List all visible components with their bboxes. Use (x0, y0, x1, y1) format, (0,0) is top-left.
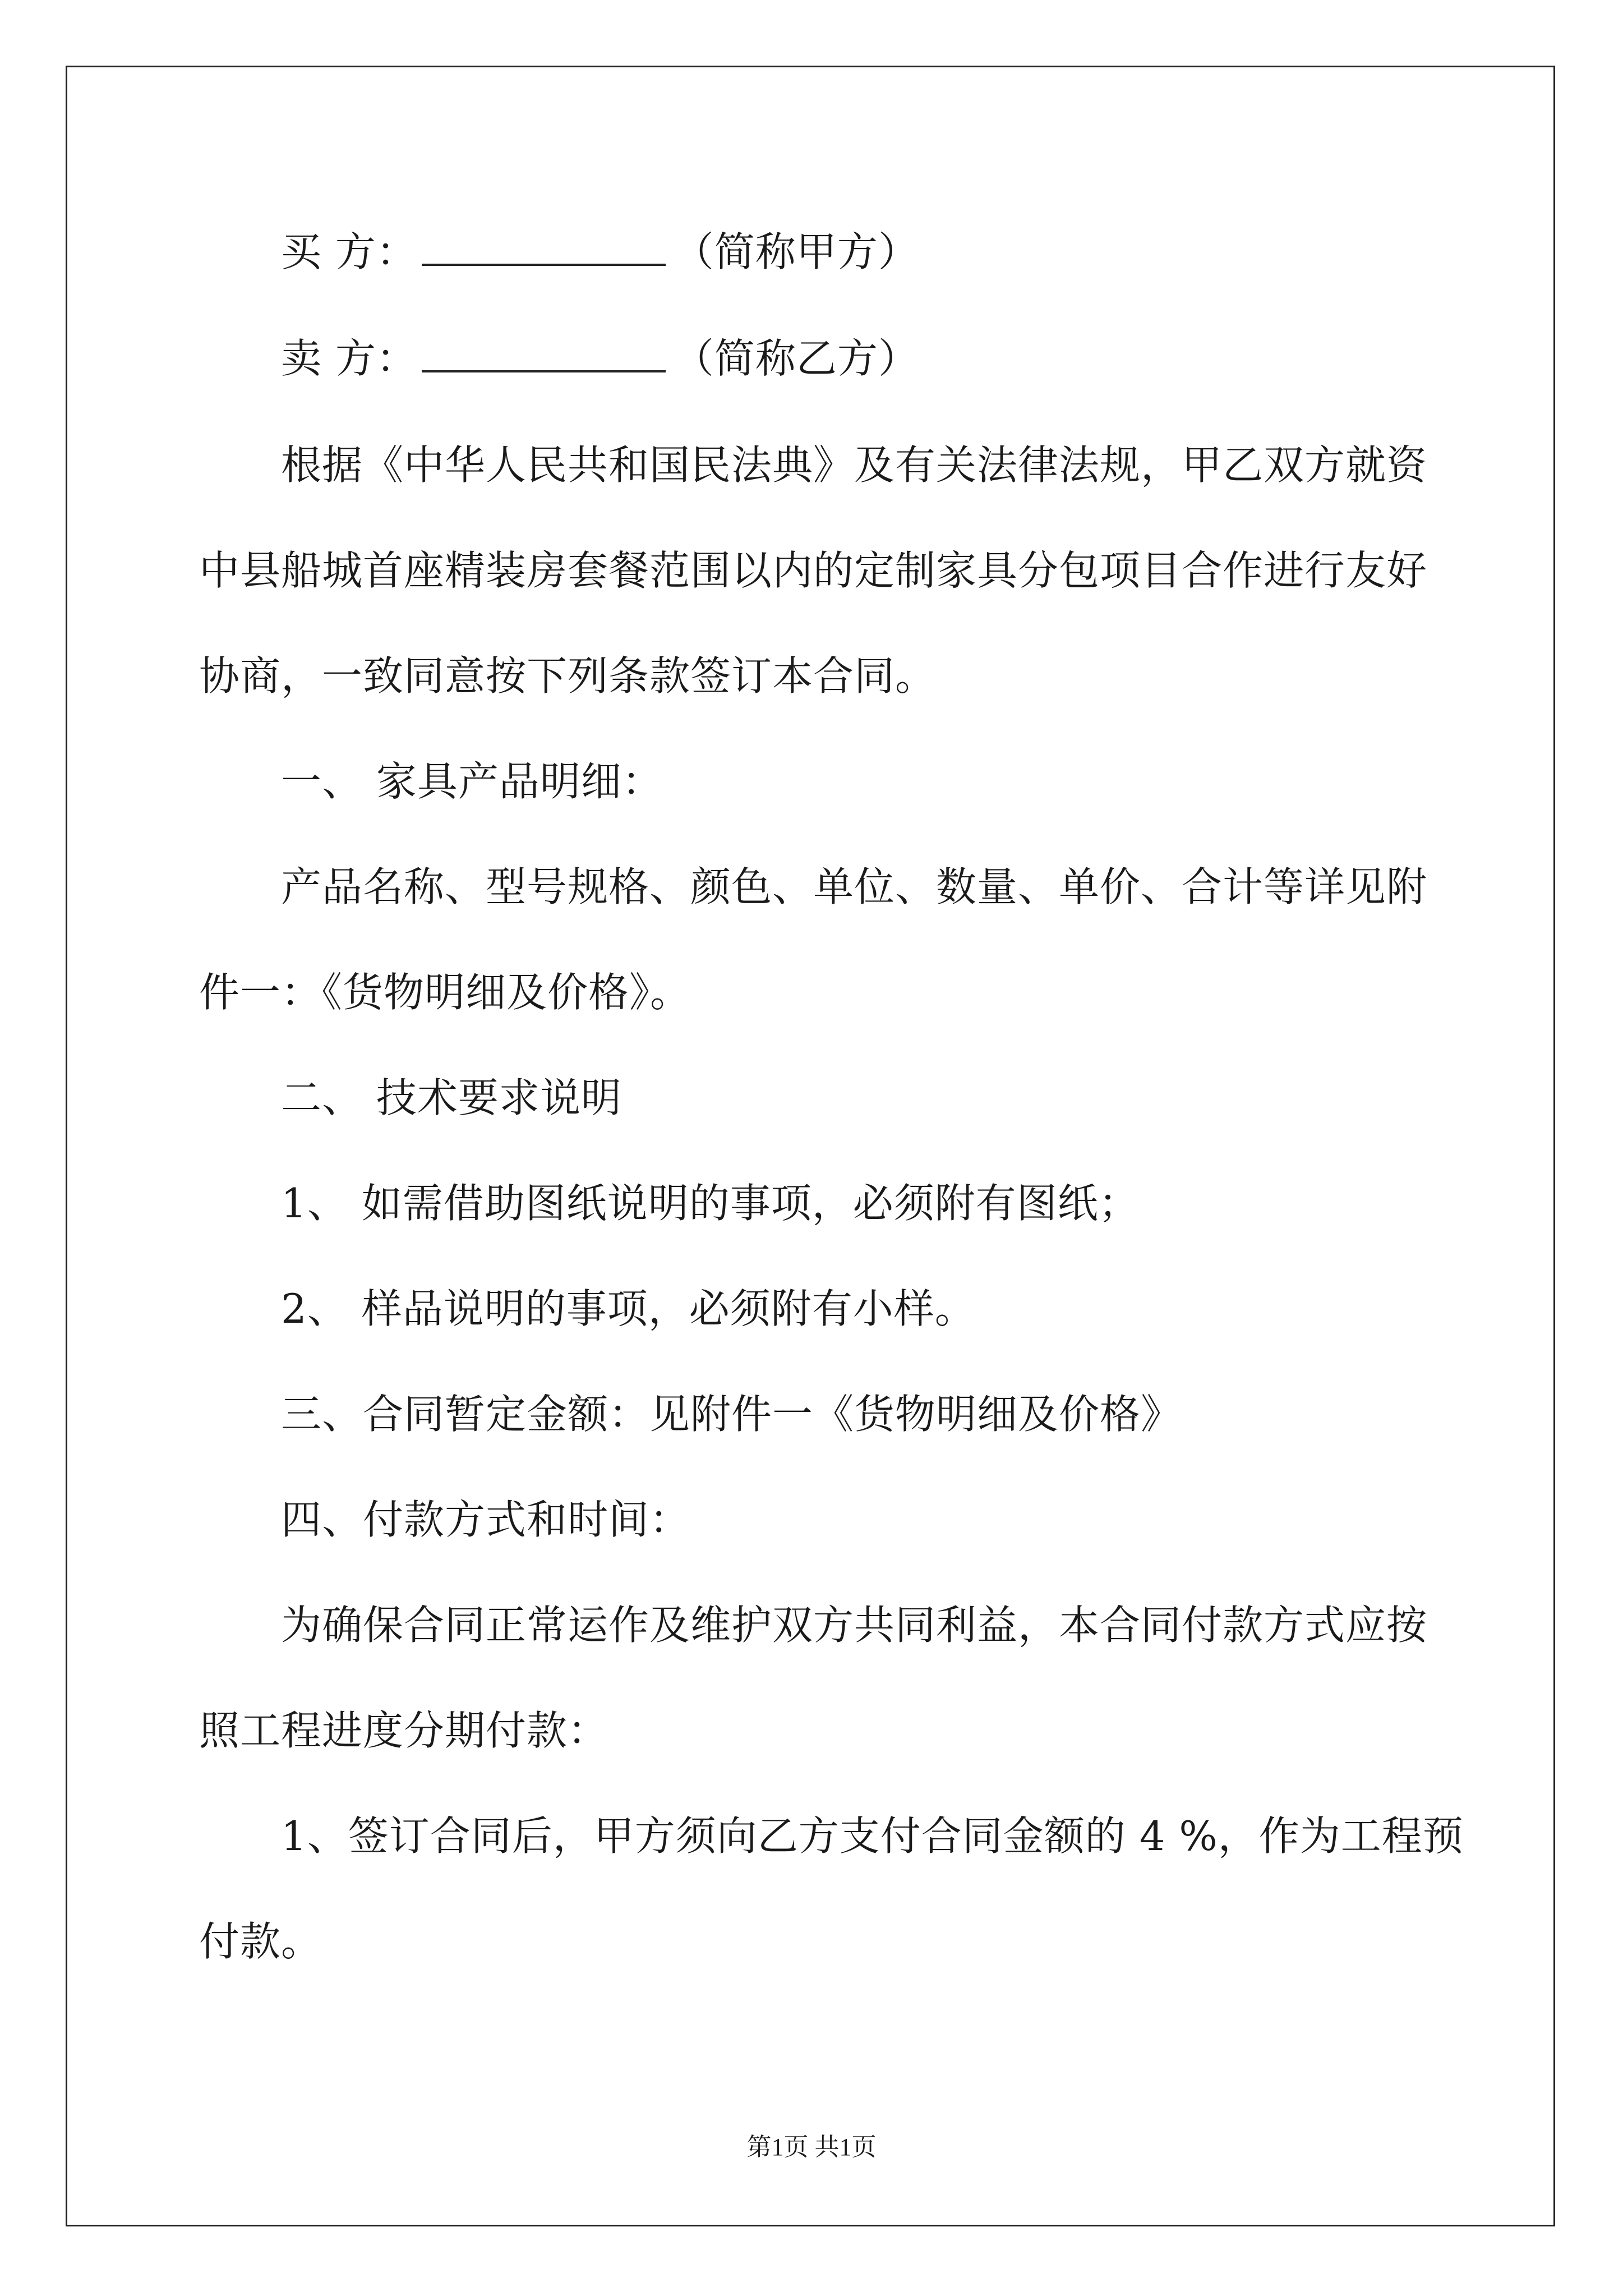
page-footer: 第1页 共1页 (746, 2133, 877, 2161)
section-2-title: 二、 技术要求说明 (281, 1074, 622, 1121)
section-4-item-1-line-1: 1、签订合同后，甲方须向乙方支付合同金额的 4 %，作为工程预 (281, 1812, 1464, 1860)
buyer-line (199, 199, 1422, 305)
section-2-item-1: 1、 如需借助图纸说明的事项，必须附有图纸； (281, 1180, 1140, 1227)
section-3-title: 三、合同暂定金额：见附件一《货物明细及价格》 (281, 1391, 1182, 1438)
intro-line-3: 协商，一致同意按下列条款签订本合同。 (199, 652, 937, 700)
section-1-line-1: 产品名称、型号规格、颜色、单位、数量、单价、合计等详见附 (281, 863, 1428, 910)
buyer-name-blank (422, 230, 666, 266)
seller-label: 卖 方： (281, 335, 417, 382)
section-4-line-2: 照工程进度分期付款： (199, 1707, 609, 1754)
section-4-title: 四、付款方式和时间： (281, 1496, 691, 1543)
intro-line-2: 中县船城首座精装房套餐范围以内的定制家具分包项目合作进行友好 (199, 547, 1428, 594)
section-1-line-2: 件一：《货物明细及价格》。 (199, 969, 691, 1016)
section-4-item-1-line-2: 付款。 (199, 1918, 322, 1965)
seller-line (199, 306, 1422, 411)
section-2-item-2: 2、 样品说明的事项，必须附有小样。 (281, 1285, 976, 1332)
seller-name-blank (422, 337, 666, 372)
intro-line-1: 根据《中华人民共和国民法典》及有关法律法规，甲乙双方就资 (281, 441, 1428, 489)
buyer-label: 买 方： (281, 228, 417, 275)
seller-suffix: （简称乙方） (673, 335, 919, 382)
section-1-title: 一、 家具产品明细： (281, 758, 663, 805)
section-4-line-1: 为确保合同正常运作及维护双方共同利益，本合同付款方式应按 (281, 1602, 1428, 1649)
buyer-suffix: （简称甲方） (673, 228, 919, 275)
